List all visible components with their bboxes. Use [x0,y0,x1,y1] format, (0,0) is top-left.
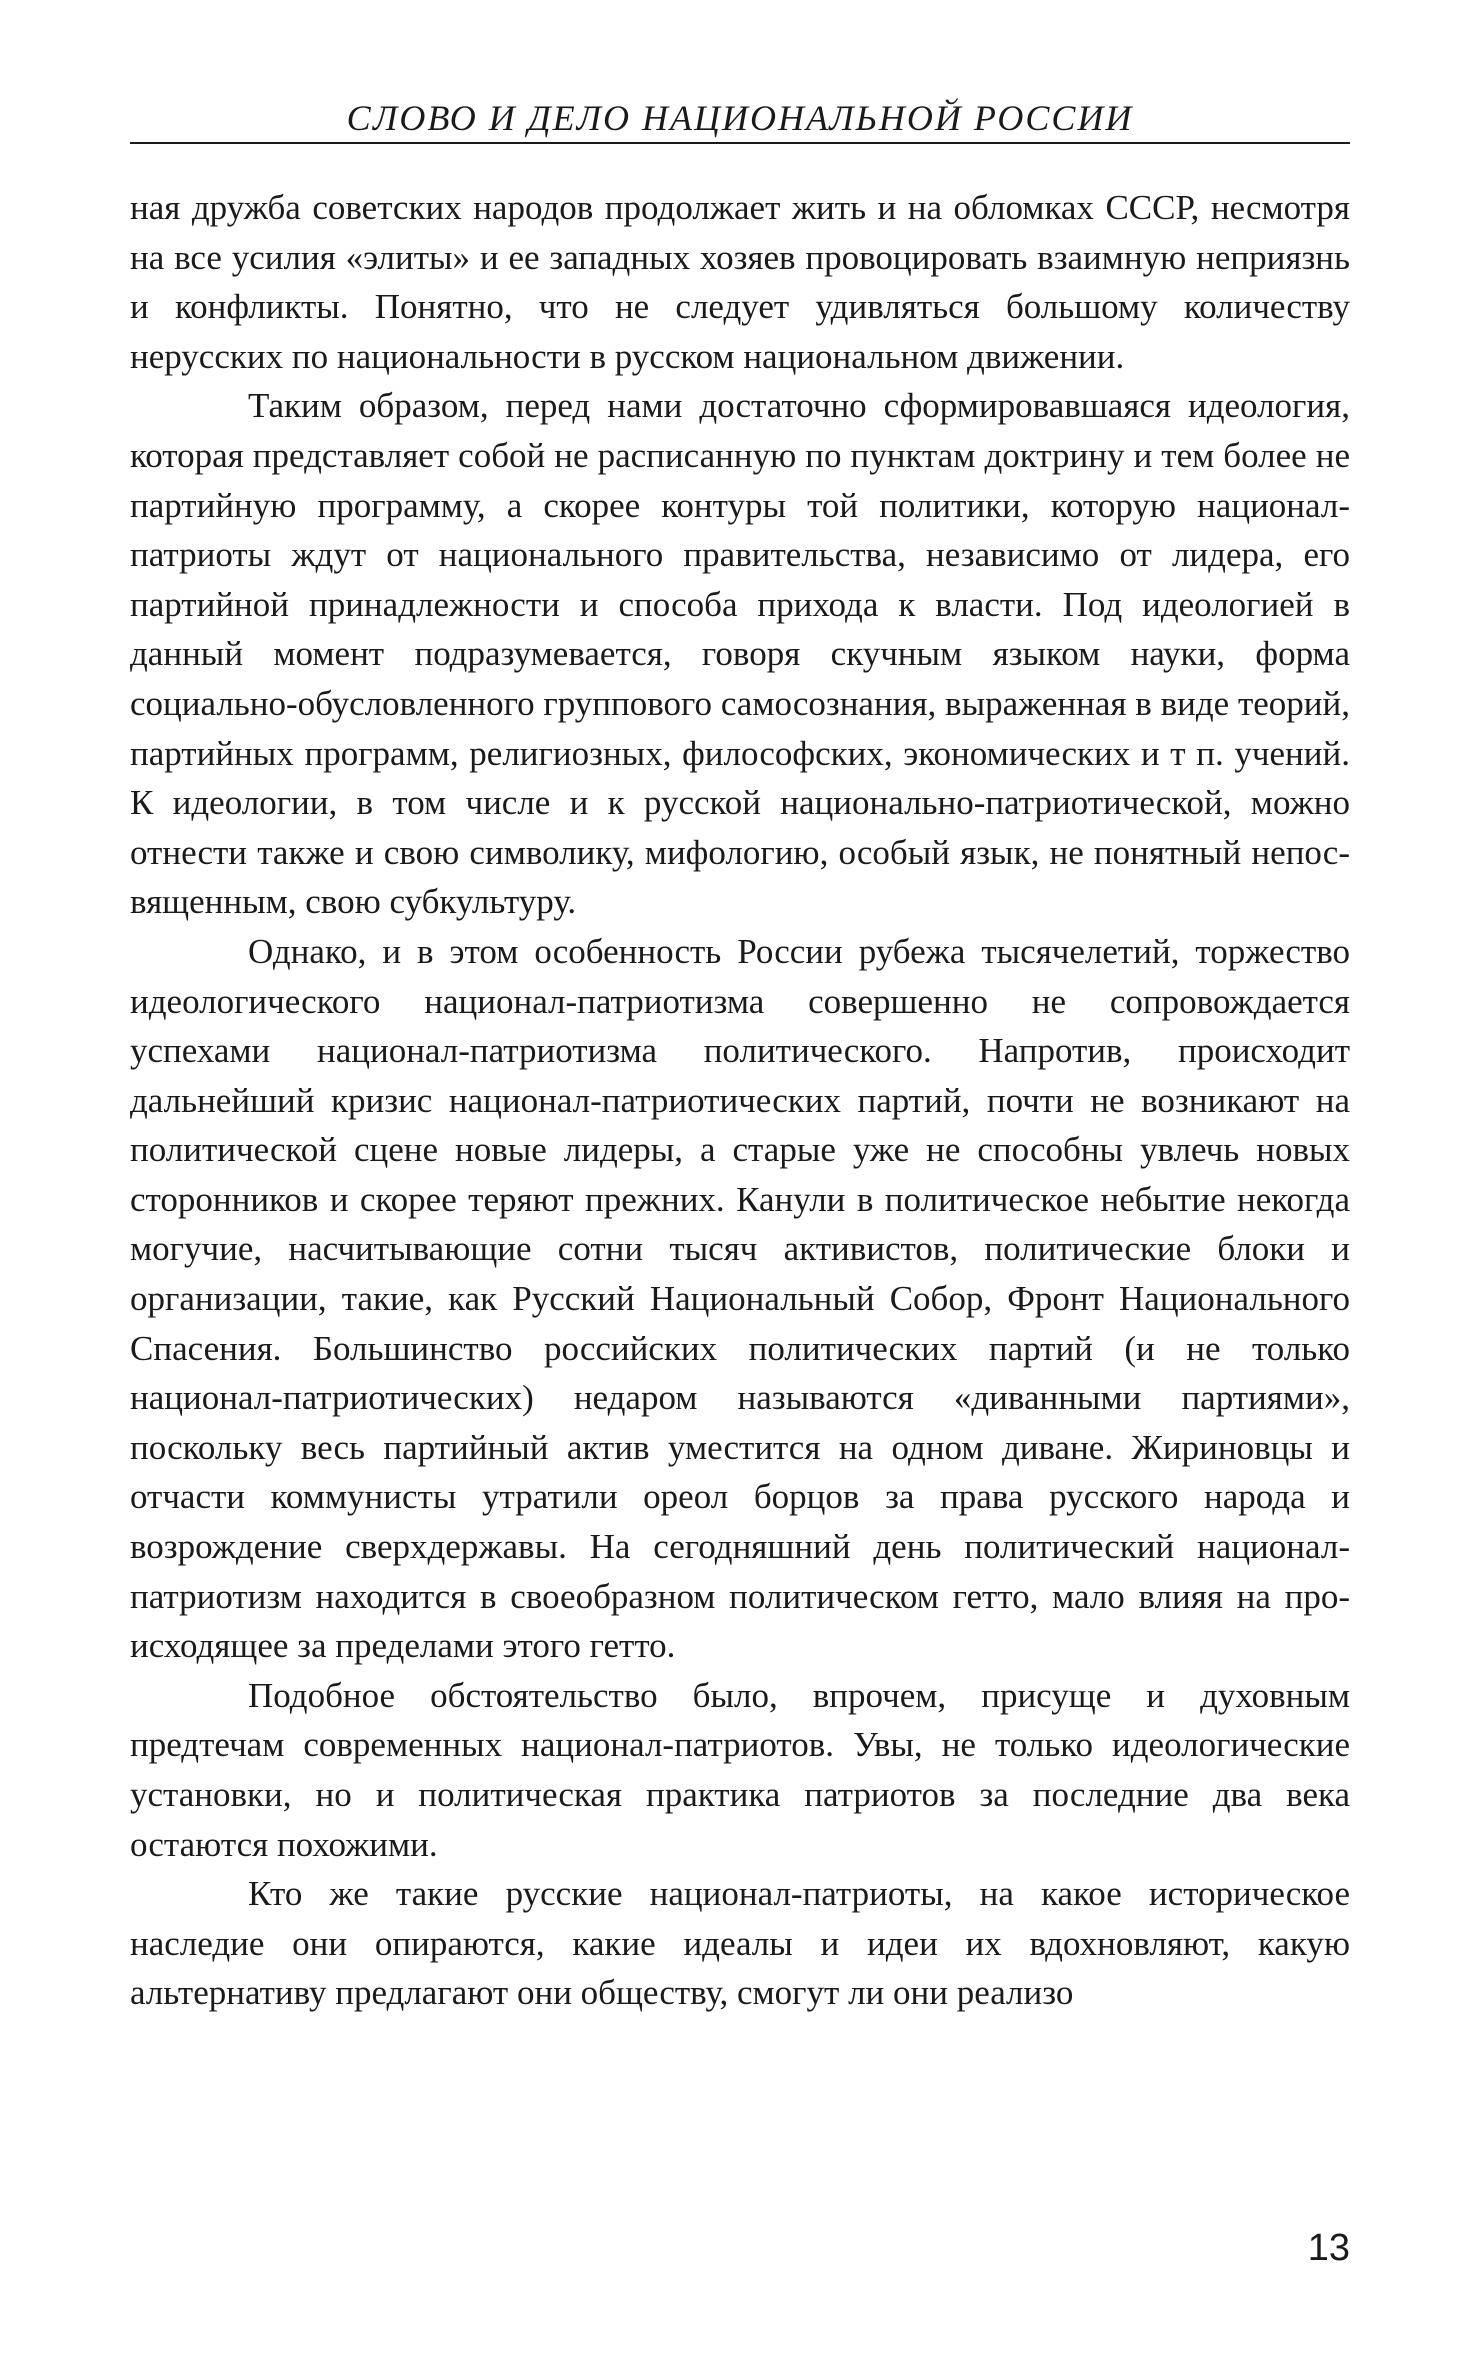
paragraph: Кто же такие русские национал-патриоты, на какое историческое наследие они опираются, какие идеалы и идеи их вдохновляют, какую альтернативу предлагают они обществу, смогут ли они реализо [130,1874,1350,2013]
header-divider [130,142,1350,144]
running-header: СЛОВО И ДЕЛО НАЦИОНАЛЬНОЙ РОССИИ [346,98,1134,138]
paragraph: Однако, и в этом особенность России рубежа тысячелетий, торжество идеологического национал-патриотизма совершенно не сопровождается успехами национал-патриотизма политического. Напротив, происходит дальнейший кризис национал-патриотических партий, почти не возникают на политической сцене новые лидеры, а старые уже не способны увлечь новых сторонников и скорее теряют прежних. Канули в политическое небытие некогда могучие, насчитывающие сотни тысяч активистов, политические блоки и организации, такие, как Русский Национальный Собор, Фронт Национального Спасения. Большинство российских политических партий (и не только национал-патриотических) недаром называются «диванными партиями», поскольку весь партийный актив уместится на одном диване. Жириновцы и отчасти коммунисты утратили ореол борцов за права русского народа и возрождение сверхдержавы. На сегодняшний день политический национал-патриотизм находится в своеобразном политическом гетто, мало влияя на происходящее за пределами этого гетто. [130,931,1350,1666]
paragraph: Подобное обстоятельство было, впрочем, присуще и духовным предтечам современных национал-патриотов. Увы, не только идеологические установки, но и политическая практика патриотов за последние два века остаются похожими. [130,1675,1350,1864]
book-page [130,0,1350,2362]
page-number: 13 [1307,2227,1350,2269]
body-text [130,183,1350,2018]
paragraph: Таким образом, перед нами достаточно сформировавшаяся идеология, которая представляет собой не расписанную по пунктам доктрину и тем более не партийную программу, а скорее контуры той политики, которую национал-патриоты ждут от национального правительства, независимо от лидера, его партийной принадлежности и способа прихода к власти. Под идеологией в данный момент подразумевается, говоря скучным языком науки, форма социально-обусловленного группового самосознания, выраженная в виде теорий, партийных программ, религиозных, философских, экономических и т п. учений. К идеологии, в том числе и к русской национально-патриотической, можно отнести также и свою символику, мифологию, особый язык, не понятный непосвященным, свою субкультуру. [130,386,1350,922]
paragraph-continued: ная дружба советских народов продолжает жить и на обломках СССР, несмотря на все усилия «элиты» и ее западных хозяев провоцировать взаимную неприязнь и конфликты. Понятно, что не следует удивляться большому количеству нерусских по национальности в русском национальном движении. [130,188,1350,376]
